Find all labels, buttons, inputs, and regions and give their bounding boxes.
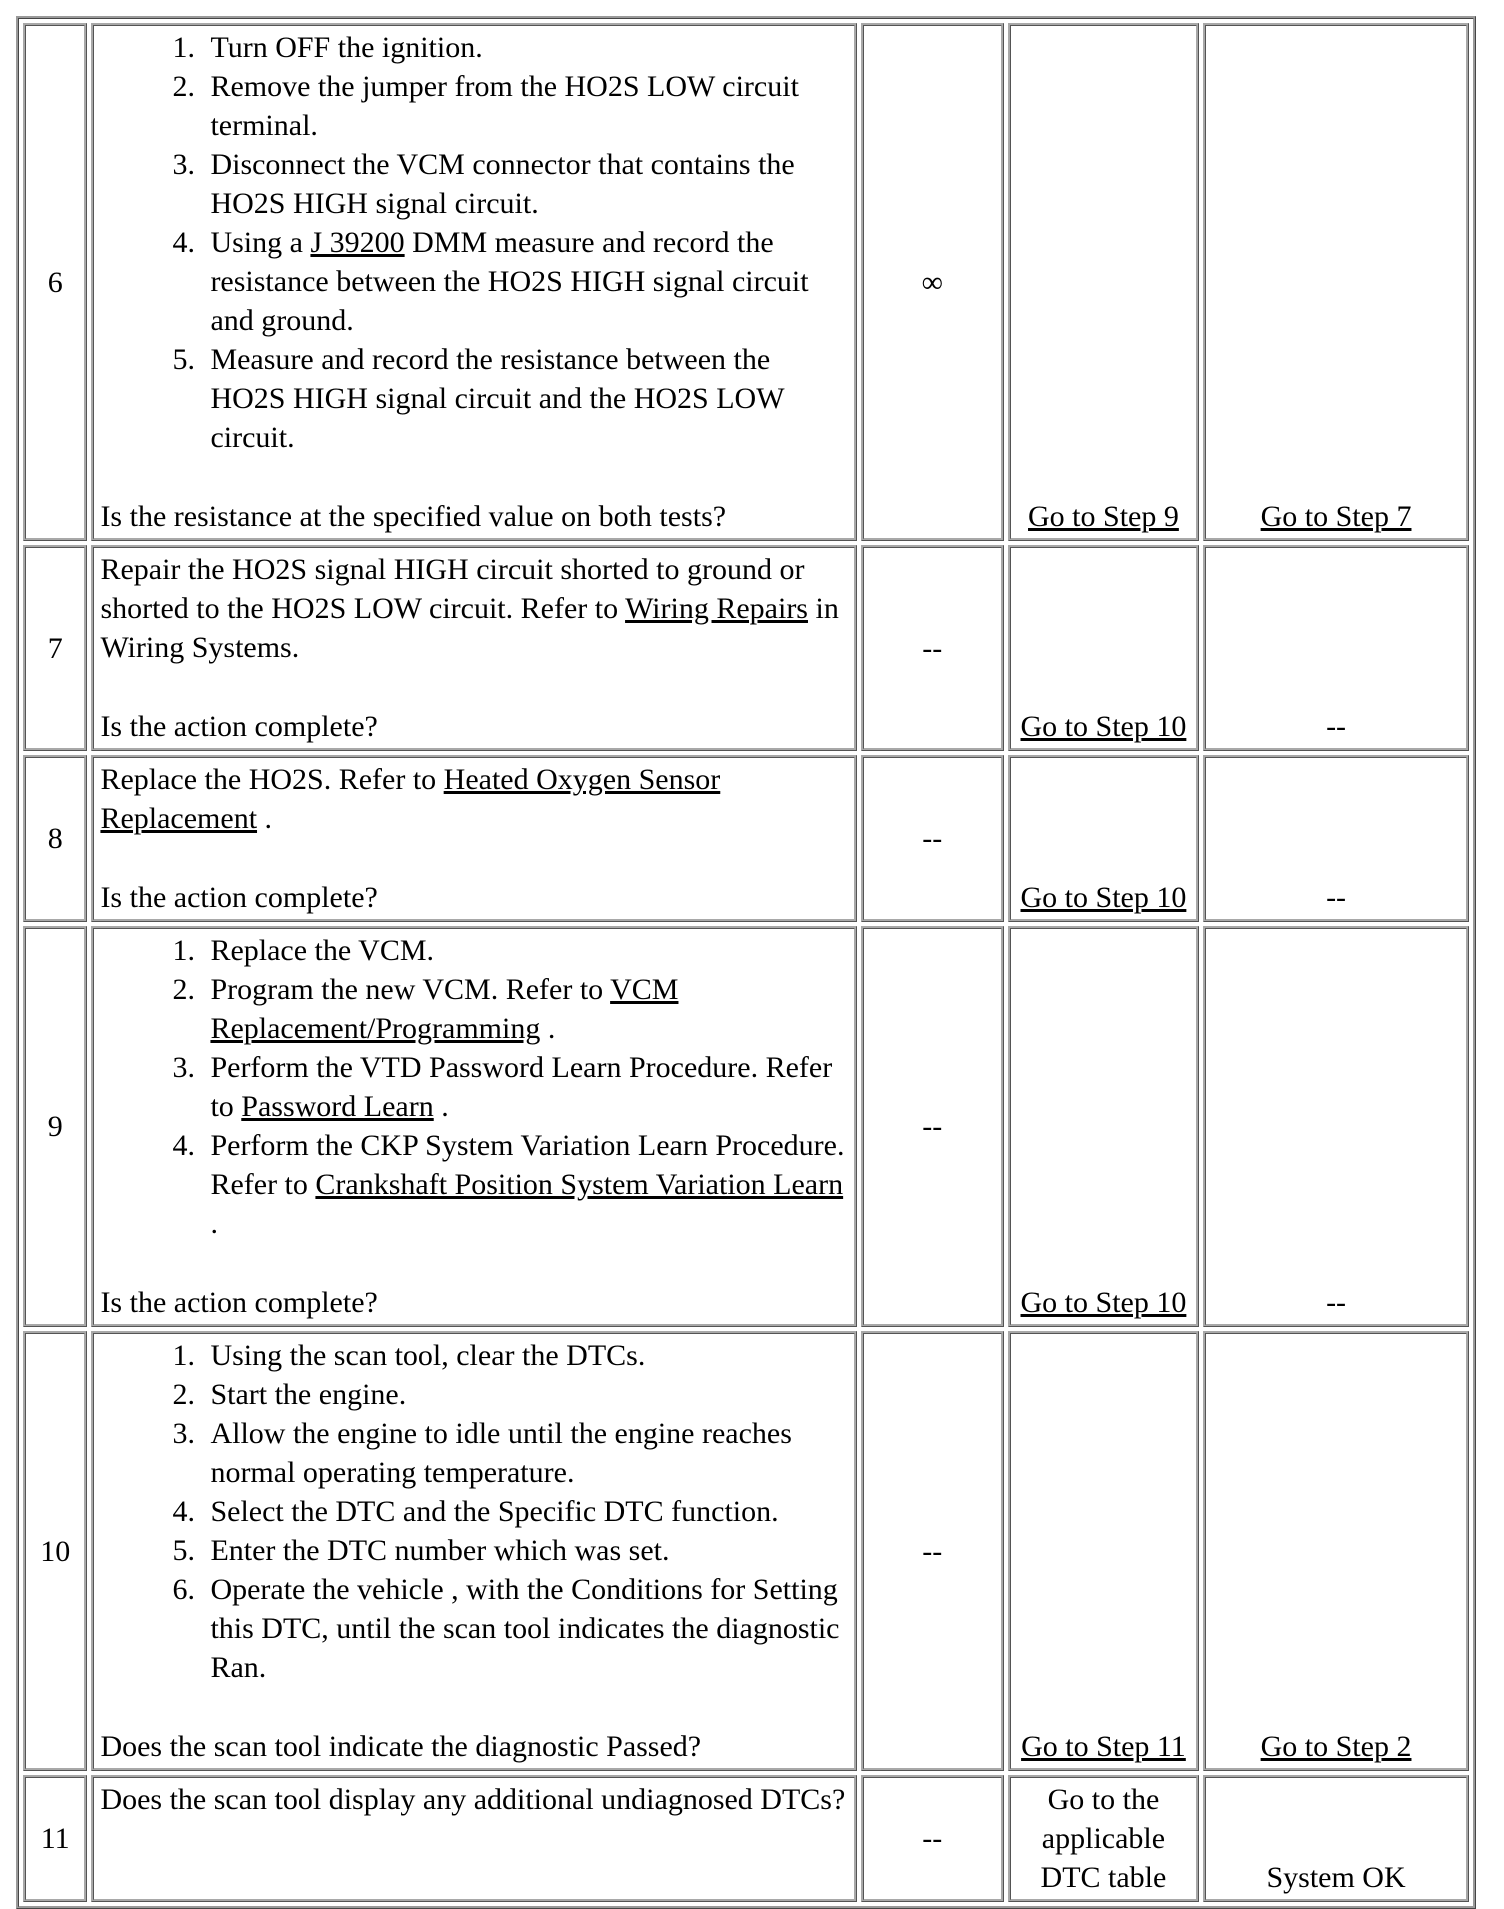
no-cell: -- (1203, 755, 1469, 922)
list-item: 4. Select the DTC and the Specific DTC function. (202, 1492, 847, 1531)
no-cell: -- (1203, 545, 1469, 751)
wiring-repairs-link[interactable]: Wiring Repairs (625, 592, 808, 625)
table-row (23, 926, 1469, 1327)
list-item: 1. Turn OFF the ignition. (202, 28, 847, 67)
yes-cell (1008, 926, 1199, 1327)
action-cell (91, 755, 856, 922)
value-cell: -- (861, 545, 1004, 751)
action-cell (91, 1775, 856, 1902)
yes-link[interactable]: Go to Step 11 (1021, 1730, 1186, 1763)
no-cell (1203, 1331, 1469, 1771)
table-row (23, 545, 1469, 751)
step-number: 6 (23, 23, 87, 541)
yes-link[interactable]: Go to Step 10 (1020, 881, 1187, 914)
question-text: Is the resistance at the specified value on both tests? (100, 500, 727, 533)
list-item: 3. Allow the engine to idle until the engine reaches normal operating temperature. (202, 1414, 847, 1492)
procedure-list (100, 931, 847, 1243)
item-text: DMM measure and record the resistance between the HO2S HIGH signal circuit and ground. (210, 226, 809, 337)
no-link[interactable]: Go to Step 2 (1260, 1730, 1412, 1763)
question-text: Is the action complete? (100, 710, 378, 743)
question-text: Does the scan tool display any additional undiagnosed DTCs? (100, 1783, 846, 1816)
table-row (23, 23, 1469, 541)
tool-link[interactable]: J 39200 (310, 226, 405, 259)
list-item: 5. Measure and record the resistance between the HO2S HIGH signal circuit and the HO2S LOW circuit. (202, 340, 847, 457)
password-learn-link[interactable]: Password Learn (241, 1090, 434, 1123)
no-cell (1203, 23, 1469, 541)
list-item: 1. Replace the VCM. (202, 931, 847, 970)
question-text: Is the action complete? (100, 1286, 378, 1319)
step-number: 9 (23, 926, 87, 1327)
diagnostic-table (16, 16, 1476, 1909)
list-item: 1. Using the scan tool, clear the DTCs. (202, 1336, 847, 1375)
yes-cell (1008, 1331, 1199, 1771)
no-cell: -- (1203, 926, 1469, 1327)
list-item: 3. Perform the VTD Password Learn Procedure. Refer to Password Learn . (202, 1048, 847, 1126)
list-item (202, 223, 847, 340)
ho2s-replacement-link[interactable]: Heated Oxygen Sensor Replacement (100, 763, 721, 835)
action-text: Replace the HO2S. Refer to Heated Oxygen Sensor Replacement . (100, 763, 721, 835)
yes-cell (1008, 755, 1199, 922)
list-item: 5. Enter the DTC number which was set. (202, 1531, 847, 1570)
procedure-list (100, 28, 847, 457)
question-text: Does the scan tool indicate the diagnostic Passed? (100, 1730, 702, 1763)
action-text: Repair the HO2S signal HIGH circuit shorted to ground or shorted to the HO2S LOW circuit. Refer to Wiring Repairs in Wiring Systems. (100, 553, 839, 664)
step-number: 7 (23, 545, 87, 751)
table-row (23, 755, 1469, 922)
yes-cell: Go to the applicable DTC table (1008, 1775, 1199, 1902)
action-cell (91, 545, 856, 751)
step-number: 11 (23, 1775, 87, 1902)
question-text: Is the action complete? (100, 881, 378, 914)
action-cell (91, 1331, 856, 1771)
list-item: 2. Start the engine. (202, 1375, 847, 1414)
yes-cell (1008, 545, 1199, 751)
step-number: 10 (23, 1331, 87, 1771)
list-item: 6. Operate the vehicle , with the Conditions for Setting this DTC, until the scan tool indicates the diagnostic Ran. (202, 1570, 847, 1687)
no-link[interactable]: Go to Step 7 (1260, 500, 1412, 533)
table-row (23, 1775, 1469, 1902)
action-cell (91, 23, 856, 541)
item-text: Using a (210, 226, 311, 259)
yes-link[interactable]: Go to Step 10 (1020, 1286, 1187, 1319)
no-cell: System OK (1203, 1775, 1469, 1902)
ckp-variation-learn-link[interactable]: Crankshaft Position System Variation Learn (315, 1168, 844, 1201)
list-item: 3. Disconnect the VCM connector that contains the HO2S HIGH signal circuit. (202, 145, 847, 223)
yes-link[interactable]: Go to Step 10 (1020, 710, 1187, 743)
step-number: 8 (23, 755, 87, 922)
yes-cell (1008, 23, 1199, 541)
list-item: 4. Perform the CKP System Variation Learn Procedure. Refer to Crankshaft Position System Variation Learn . (202, 1126, 847, 1243)
action-cell (91, 926, 856, 1327)
value-cell: -- (861, 755, 1004, 922)
value-cell: -- (861, 1775, 1004, 1902)
value-cell: -- (861, 1331, 1004, 1771)
list-item: 2. Remove the jumper from the HO2S LOW circuit terminal. (202, 67, 847, 145)
value-cell: -- (861, 926, 1004, 1327)
list-item: 2. Program the new VCM. Refer to VCM Replacement/Programming . (202, 970, 847, 1048)
value-cell: ∞ (861, 23, 1004, 541)
vcm-programming-link[interactable]: VCM Replacement/Programming (210, 973, 679, 1045)
yes-link[interactable]: Go to Step 9 (1028, 500, 1179, 533)
procedure-list (100, 1336, 847, 1687)
table-row (23, 1331, 1469, 1771)
